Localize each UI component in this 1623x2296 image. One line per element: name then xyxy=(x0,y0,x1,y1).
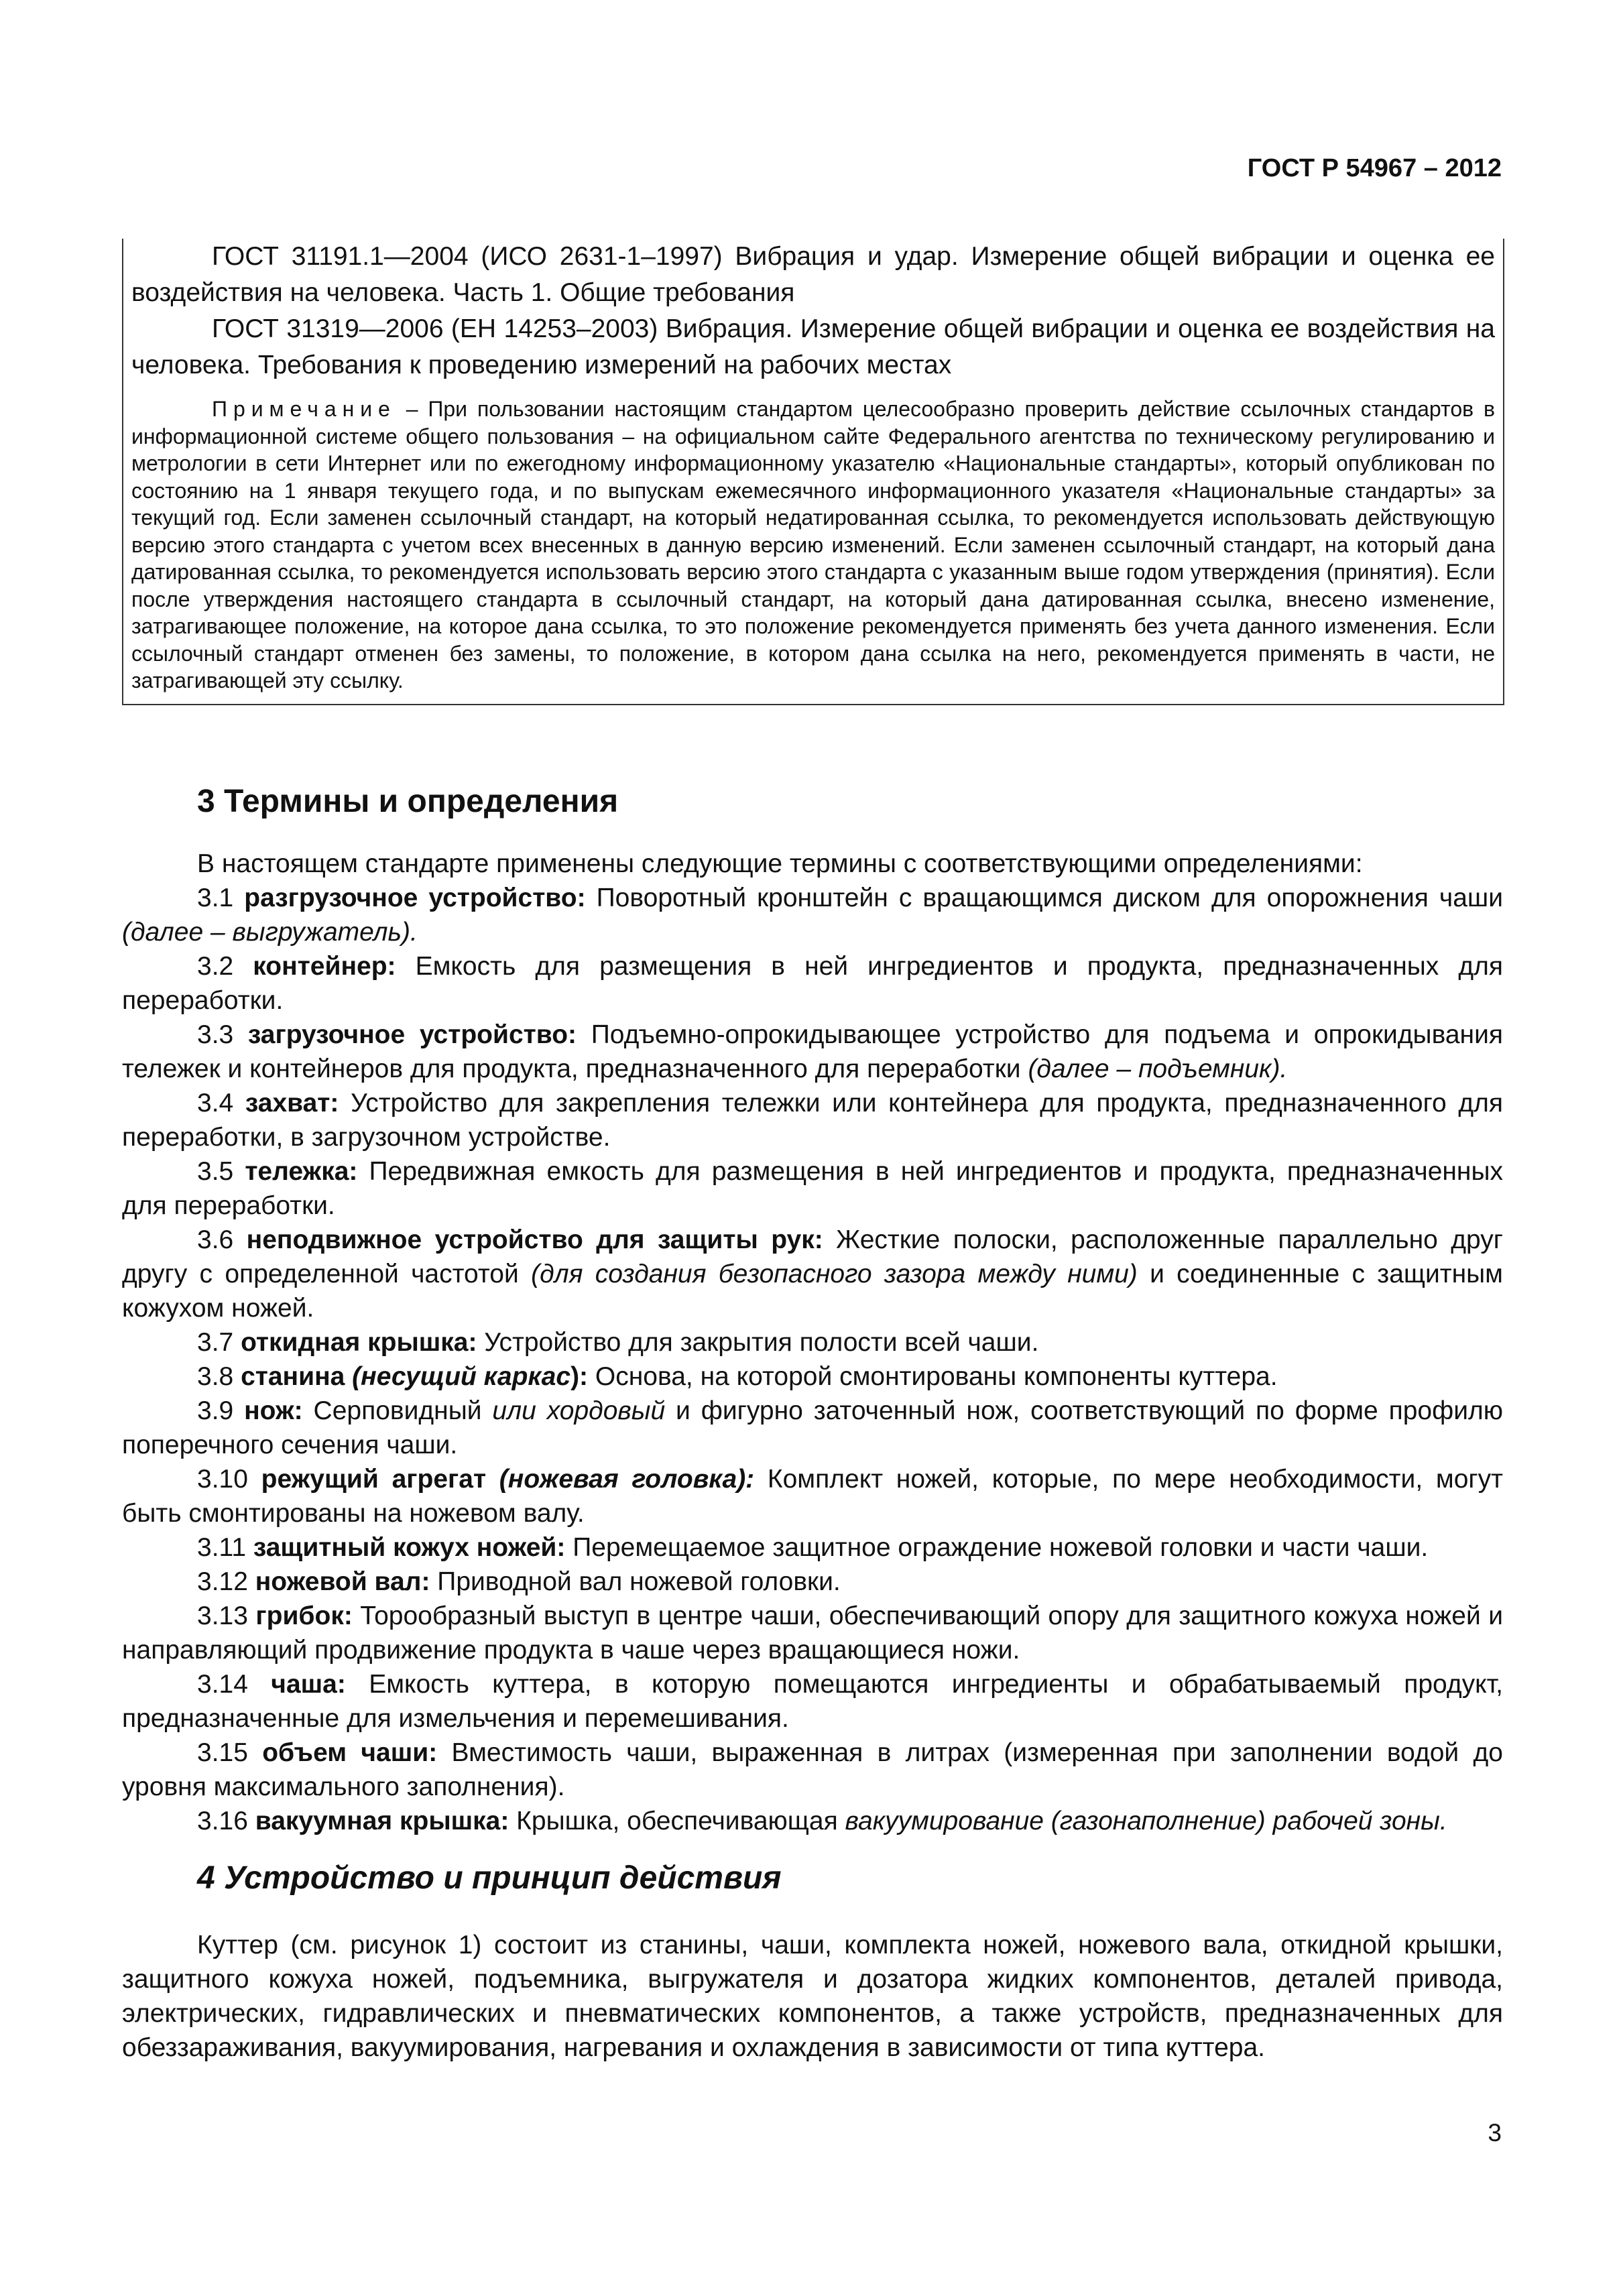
term-name: объем чаши: xyxy=(262,1738,438,1767)
term-name: режущий агрегат xyxy=(261,1465,499,1494)
section-3-title: 3 Термины и определения xyxy=(197,784,619,819)
term-name: захват: xyxy=(245,1089,339,1117)
document-code-header: ГОСТ Р 54967 – 2012 xyxy=(1247,154,1502,182)
term-number: 3.14 xyxy=(197,1670,272,1699)
section-4-paragraph: Куттер (см. рисунок 1) состоит из станины, чаши, комплекта ножей, ножевого вала, откидной крышки, защитного кожуха ножей, подъемника, выгружателя и дозатора жидких компонентов, деталей привода, электрических, гидравлических и пневматических компонентов, а также устройств, предназначенных для обеззараживания, вакуумирования, нагревания и охлаждения в зависимости от типа куттера. xyxy=(122,1931,1503,2062)
term-definition: Подъемно-опрокидывающее устройство для подъема и опрокидывания тележек и контейнеров для продукта, предназначенного для переработки xyxy=(122,1020,1503,1083)
term-3-5 xyxy=(122,1154,1503,1223)
term-definition-italic: (далее – подъемник). xyxy=(1028,1054,1288,1083)
term-definition: Емкость куттера, в которую помещаются ингредиенты и обрабатываемый продукт, предназначенные для измельчения и перемешивания. xyxy=(122,1670,1503,1733)
term-name: защитный кожух ножей: xyxy=(253,1533,566,1562)
term-number: 3.12 xyxy=(197,1567,255,1596)
reference-item: ГОСТ 31191.1—2004 (ИСО 2631-1–1997) Вибрация и удар. Измерение общей вибрации и оценка ее воздействия на человека. Часть 1. Общие требования xyxy=(131,242,1495,307)
term-definition: Серповидный xyxy=(302,1396,493,1425)
term-definition: Устройство для закрепления тележки или контейнера для продукта, предназначенного для переработки, в загрузочном устройстве. xyxy=(122,1089,1503,1152)
term-name: загрузочное устройство: xyxy=(247,1020,577,1049)
term-definition: Комплект ножей, которые, по мере необходимости, могут быть смонтированы на ножевом валу. xyxy=(122,1465,1503,1528)
term-name-italic: (несущий каркас xyxy=(352,1362,571,1391)
section-3-intro: В настоящем стандарте применены следующие термины с соответствующими определениями: xyxy=(197,849,1363,878)
term-3-7 xyxy=(122,1325,1503,1360)
section-4-body xyxy=(122,1928,1503,2065)
term-definition-italic: вакуумирование (газонаполнение) рабочей зоны. xyxy=(845,1807,1447,1835)
term-name: грибок: xyxy=(255,1602,353,1630)
term-number: 3.6 xyxy=(197,1225,247,1254)
term-definition: Вместимость чаши, выраженная в литрах (измеренная при заполнении водой до уровня максимального заполнения). xyxy=(122,1738,1503,1801)
term-name: тележка: xyxy=(245,1157,358,1186)
term-name: чаша: xyxy=(271,1670,346,1699)
normative-references-block xyxy=(122,239,1504,705)
term-number: 3.9 xyxy=(197,1396,245,1425)
term-3-2 xyxy=(122,949,1503,1018)
note-text: – При пользовании настоящим стандартом целесообразно проверить действие ссылочных стандартов в информационной системе общего пользования – на официальном сайте Федерального агентства по техническому регулированию и метрологии в сети Интернет или по ежегодному информационному указателю «Национальные стандарты», который опубликован по состоянию на 1 января текущего года, и по выпускам ежемесячного информационного указателя «Национальные стандарты» за текущий год. Если заменен ссылочный стандарт, на который недатированная ссылка, то рекомендуется использовать действующую версию этого стандарта с учетом всех внесенных в данную версию изменений. Если заменен ссылочный стандарт, на который дана датированная ссылка, то рекомендуется использовать версию этого стандарта с указанным выше годом утверждения (принятия). Если после утверждения настоящего стандарта в ссылочный стандарт, на который дана датированная ссылка, внесено изменение, затрагивающее положение, на которое дана ссылка, то это положение рекомендуется применять без учета данного изменения. Если ссылочный стандарт отменен без замены, то положение, в котором дана ссылка на него, рекомендуется применять в части, не затрагивающей эту ссылку. xyxy=(131,397,1495,692)
term-name: станина xyxy=(241,1362,353,1391)
term-definition: Жесткие полоски, расположенные параллельно друг другу с определенной частотой xyxy=(122,1225,1503,1288)
term-3-10 xyxy=(122,1462,1503,1530)
section-4-title: 4 Устройство и принцип действия xyxy=(197,1860,782,1896)
term-number: 3.11 xyxy=(197,1533,253,1562)
reference-item: ГОСТ 31319—2006 (ЕН 14253–2003) Вибрация. Измерение общей вибрации и оценка ее воздействия на человека. Требования к проведению измерений на рабочих местах xyxy=(131,314,1495,379)
term-number: 3.8 xyxy=(197,1362,241,1391)
term-3-9 xyxy=(122,1394,1503,1462)
term-3-14 xyxy=(122,1667,1503,1736)
term-name: неподвижное устройство для защиты рук: xyxy=(246,1225,823,1254)
term-definition-italic: или хордовый xyxy=(492,1396,666,1425)
term-3-16 xyxy=(122,1804,1503,1838)
term-name: нож: xyxy=(244,1396,303,1425)
terms-definitions-body xyxy=(122,847,1503,1838)
term-definition-tail: и фигурно заточенный нож, соответствующий по форме профилю поперечного сечения чаши. xyxy=(122,1396,1504,1459)
term-definition: Приводной вал ножевой головки. xyxy=(430,1567,841,1596)
term-3-12 xyxy=(122,1565,1503,1599)
term-number: 3.16 xyxy=(197,1807,255,1835)
term-number: 3.1 xyxy=(197,884,245,912)
term-3-11 xyxy=(122,1530,1503,1565)
term-definition: Перемещаемое защитное ограждение ножевой головки и части чаши. xyxy=(565,1533,1429,1562)
term-number: 3.10 xyxy=(197,1465,261,1494)
term-definition: Передвижная емкость для размещения в ней ингредиентов и продукта, предназначенных для переработки. xyxy=(122,1157,1503,1220)
term-number: 3.15 xyxy=(197,1738,263,1767)
term-3-8 xyxy=(122,1360,1503,1394)
term-number: 3.4 xyxy=(197,1089,245,1117)
note-label: Примечание xyxy=(212,397,396,421)
term-3-13 xyxy=(122,1599,1503,1667)
term-name: ножевой вал: xyxy=(255,1567,430,1596)
term-3-4 xyxy=(122,1086,1503,1154)
term-number: 3.7 xyxy=(197,1328,241,1357)
term-name-italic: (ножевая головка): xyxy=(499,1465,755,1494)
term-number: 3.13 xyxy=(197,1602,256,1630)
term-name-tail: ): xyxy=(570,1362,589,1391)
note-paragraph xyxy=(131,396,1495,694)
term-definition: Крышка, обеспечивающая xyxy=(509,1807,845,1835)
term-name: разгрузочное устройство: xyxy=(244,884,586,912)
term-number: 3.3 xyxy=(197,1020,248,1049)
term-3-3 xyxy=(122,1018,1503,1086)
term-definition-italic: (далее – выгружатель). xyxy=(122,918,418,947)
term-definition: Устройство для закрытия полости всей чаши. xyxy=(477,1328,1039,1357)
term-definition-italic: (для создания безопасного зазора между ними) xyxy=(531,1260,1138,1288)
term-definition: Поворотный кронштейн с вращающимся диском для опорожнения чаши xyxy=(585,884,1503,912)
term-definition: Емкость для размещения в ней ингредиентов и продукта, предназначенных для переработки. xyxy=(122,952,1503,1015)
term-definition: Торообразный выступ в центре чаши, обеспечивающий опору для защитного кожуха ножей и направляющий продвижение продукта в чаше через вращающиеся ножи. xyxy=(122,1602,1503,1665)
term-number: 3.5 xyxy=(197,1157,245,1186)
term-name: откидная крышка: xyxy=(241,1328,477,1357)
term-3-15 xyxy=(122,1736,1503,1804)
term-3-1 xyxy=(122,881,1503,949)
term-definition: Основа, на которой смонтированы компоненты куттера. xyxy=(588,1362,1278,1391)
term-3-6 xyxy=(122,1223,1503,1325)
term-name: контейнер: xyxy=(253,952,396,981)
page-number: 3 xyxy=(1488,2119,1502,2147)
term-number: 3.2 xyxy=(197,952,253,981)
term-definition-tail: и соединенные с защитным кожухом ножей. xyxy=(122,1260,1503,1323)
term-name: вакуумная крышка: xyxy=(255,1807,509,1835)
